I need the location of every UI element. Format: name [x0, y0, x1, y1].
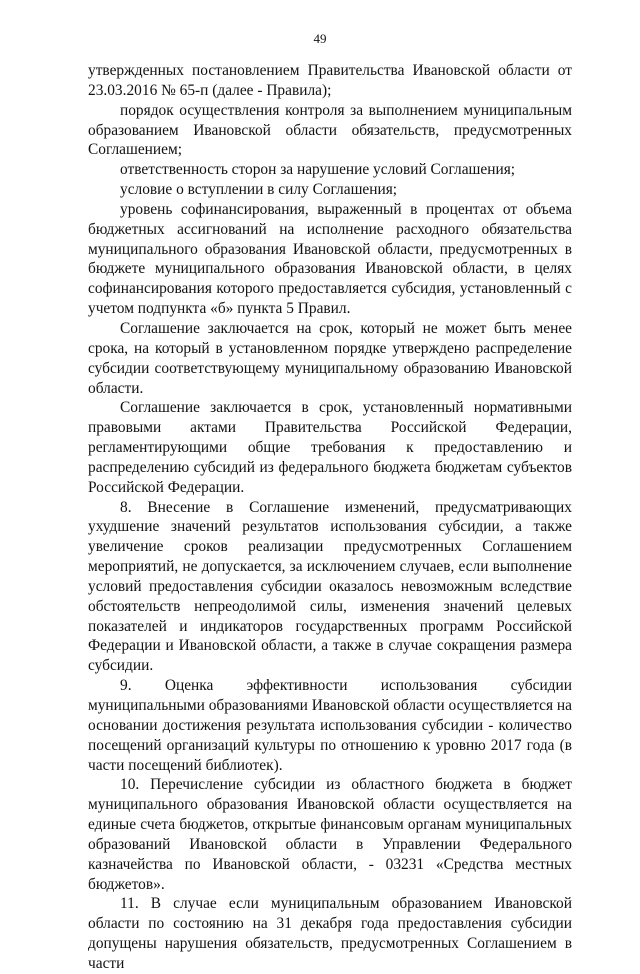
paragraph-section-10: 10. Перечисление субсидии из областного бюджета в бюджет муниципального образования Ивановской области осуществляется на единые счета бюджетов, открытые финансовым органам муниципальных образований Ивановской области в Управлении Федерального казначейства по Ивановской области, - 03231 «Средства местных бюджетов».: [88, 776, 572, 893]
paragraph-section-9: 9. Оценка эффективности использования субсидии муниципальными образованиями Ивановской области осуществляется на основании достижения результата использования субсидии - количество посещений организаций культуры по отношению к уровню 2017 года (в части посещений библиотек).: [88, 677, 572, 774]
paragraph-agreement-deadline: Соглашение заключается в срок, установленный нормативными правовыми актами Правительства Российской Федерации, регламентирующими общие требования к предоставлению и распределению субсидий из федерального бюджета бюджетам субъектов Российской Федерации.: [88, 399, 572, 496]
paragraph-control-procedure: порядок осуществления контроля за выполнением муниципальным образованием Ивановской области обязательств, предусмотренных Соглашением;: [88, 101, 572, 159]
paragraph-section-11: 11. В случае если муниципальным образованием Ивановской области по состоянию на 31 декабря года предоставления субсидии допущены нарушения обязательств, предусмотренных Соглашением в части: [88, 895, 572, 972]
paragraph-cofinancing-level: уровень софинансирования, выраженный в процентах от объема бюджетных ассигнований на исполнение расходного обязательства муниципального образования Ивановской области, предусмотренных в бюджете муниципального образования Ивановской области, в целях софинансирования которого предоставляется субсидия, установленный с учетом подпункта «б» пункта 5 Правил.: [88, 200, 572, 318]
document-body: [88, 61, 572, 974]
paragraph-agreement-term: Соглашение заключается на срок, который не может быть менее срока, на который в установленном порядке утверждено распределение субсидии соответствующему муниципальному образованию Ивановской области.: [88, 319, 572, 397]
paragraph-entry-into-force: условие о вступлении в силу Соглашения;: [120, 181, 398, 199]
paragraph-rules-reference: утвержденных постановлением Правительства Ивановской области от 23.03.2016 № 65-п (далее - Правила);: [88, 62, 572, 99]
page-number: 49: [313, 31, 327, 46]
paragraph-responsibility: ответственность сторон за нарушение условий Соглашения;: [120, 161, 516, 179]
paragraph-section-8: 8. Внесение в Соглашение изменений, предусматривающих ухудшение значений результатов использования субсидии, а также увеличение сроков реализации предусмотренных Соглашением мероприятий, не допускается, за исключением случаев, если выполнение условий предоставления субсидии оказалось невозможным вследствие обстоятельств непреодолимой силы, изменения значений целевых показателей и индикаторов государственных программ Российской Федерации и Ивановской области, а также в случае сокращения размера субсидии.: [88, 498, 572, 675]
